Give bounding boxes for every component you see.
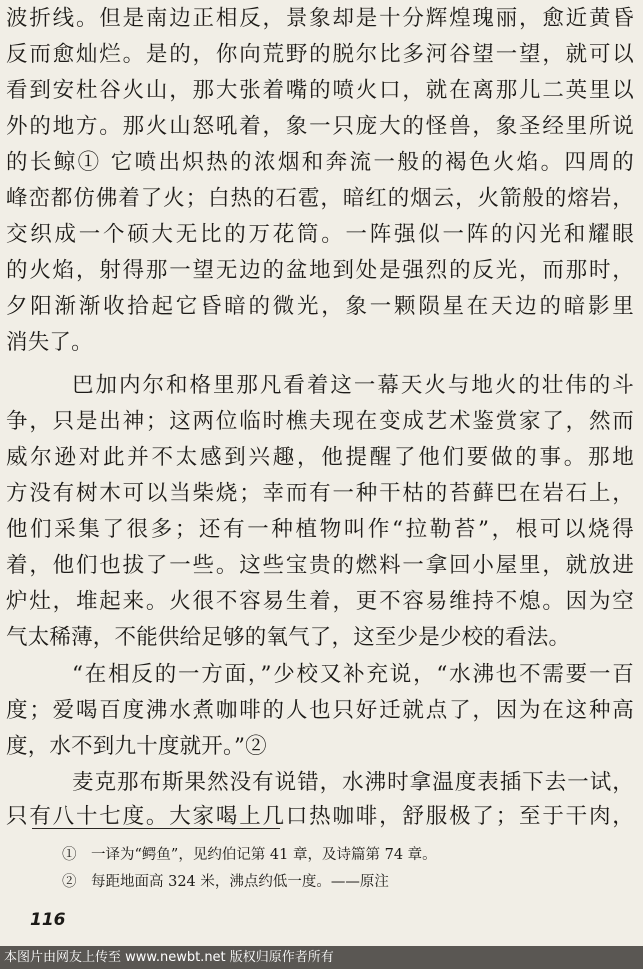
footnote-1: ① 一译为“鳄鱼”，见约伯记第 41 章，及诗篇第 74 章。 <box>62 847 437 863</box>
text-line: 威尔逊对此并不太感到兴趣，他提醒了他们要做的事。那地 <box>6 445 634 470</box>
footnote-divider <box>32 828 280 829</box>
text-line: 看到安杜谷火山，那大张着嘴的喷火口，就在离那儿二英里以 <box>6 78 634 103</box>
text-line: 气太稀薄，不能供给足够的氧气了，这至少是少校的看法。 <box>6 625 571 650</box>
text-line: “在相反的一方面，”少校又补充说，“水沸也不需要一百 <box>72 662 634 687</box>
text-line: 夕阳渐渐收拾起它昏暗的微光，象一颗陨星在天边的暗影里 <box>6 294 634 319</box>
text-line: 度，水不到九十度就开。”② <box>6 734 267 759</box>
text-line: 他们采集了很多；还有一种植物叫作“拉勒苔”，根可以烧得 <box>6 517 634 542</box>
text-line: 着，他们也拔了一些。这些宝贵的燃料一拿回小屋里，就放进 <box>6 553 634 578</box>
text-line: 争，只是出神；这两位临时樵夫现在变成艺术鉴赏家了，然而 <box>6 409 634 434</box>
text-line: 反而愈灿烂。是的，你向荒野的脱尔比多河谷望一望，就可以 <box>6 42 634 67</box>
text-line: 方没有树木可以当柴烧；幸而有一种干枯的苔藓巴在岩石上， <box>6 481 634 506</box>
text-line: 外的地方。那火山怒吼着，象一只庞大的怪兽，象圣经里所说 <box>6 114 634 139</box>
text-line: 只有八十七度。大家喝上几口热咖啡，舒服极了；至于干肉， <box>6 804 634 829</box>
watermark-bar: 本图片由网友上传至 www.newbt.net 版权归原作者所有 <box>0 946 643 969</box>
page-number: 116 <box>30 910 66 930</box>
text-line: 消失了。 <box>6 330 93 355</box>
text-line: 巴加内尔和格里那凡看着这一幕天火与地火的壮伟的斗 <box>72 373 634 398</box>
text-line: 的火焰，射得那一望无边的盆地到处是强烈的反光，而那时， <box>6 258 634 283</box>
text-line: 度；爱喝百度沸水煮咖啡的人也只好迁就点了，因为在这种高 <box>6 698 634 723</box>
footnote-2: ② 每距地面高 324 米，沸点约低一度。——原注 <box>62 874 389 890</box>
text-line: 交织成一个硕大无比的万花筒。一阵强似一阵的闪光和耀眼 <box>6 222 634 247</box>
text-line: 峰峦都仿佛着了火；白热的石雹，暗红的烟云，火箭般的熔岩， <box>6 186 634 211</box>
text-line: 炉灶，堆起来。火很不容易生着，更不容易维持不熄。因为空 <box>6 589 634 614</box>
text-line: 的长鲸① 它喷出炽热的浓烟和奔流一般的褐色火焰。四周的 <box>6 150 634 175</box>
text-line: 麦克那布斯果然没有说错，水沸时拿温度表插下去一试， <box>72 770 634 795</box>
text-line: 波折线。但是南边正相反，景象却是十分辉煌瑰丽，愈近黄昏 <box>6 6 634 31</box>
